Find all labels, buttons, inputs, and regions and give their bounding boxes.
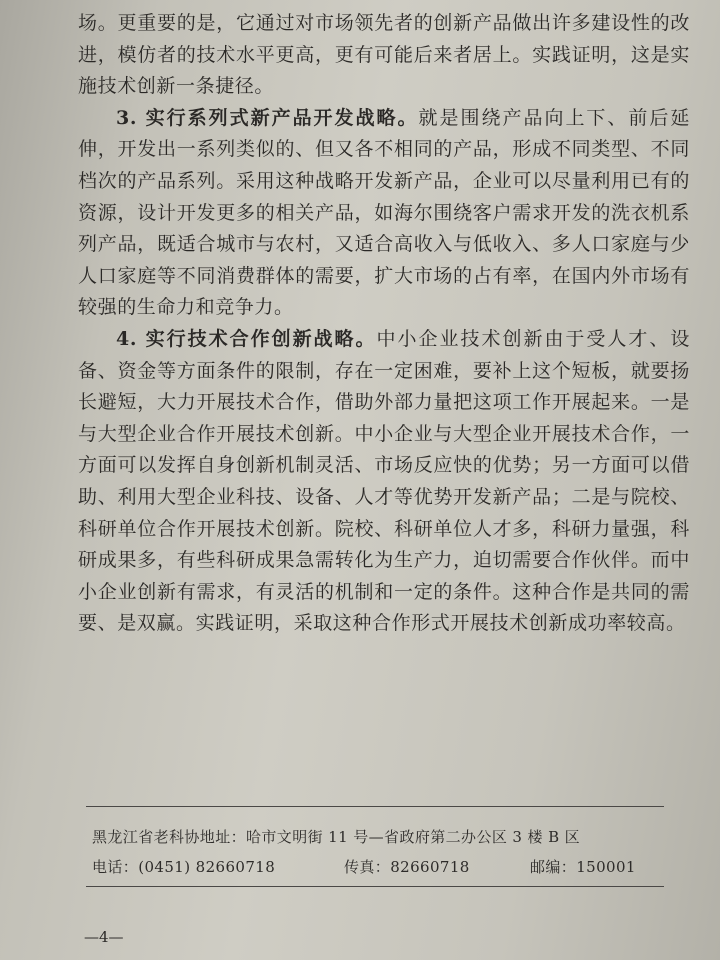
section-heading: 4. 实行技术合作创新战略。 bbox=[116, 327, 377, 350]
paragraph-continuation bbox=[78, 8, 690, 103]
paragraph-series-strategy bbox=[78, 103, 690, 324]
footer-phone: 电话：(0451) 82660718 bbox=[92, 858, 276, 876]
footer-top-rule bbox=[86, 806, 664, 807]
paragraph-text: 场。更重要的是，它通过对市场领先者的创新产品做出许多建设性的改进，模仿者的技术水平更高，更有可能后来者居上。实践证明，这是实施技术创新一条捷径。 bbox=[78, 12, 690, 98]
section-heading: 3. 实行系列式新产品开发战略。 bbox=[116, 106, 419, 129]
footer-address: 黑龙江省老科协地址：哈市文明街 11 号—省政府第二办公区 3 楼 B 区 bbox=[92, 828, 581, 846]
page-number: —4— bbox=[84, 928, 124, 946]
footer-fax: 传真：82660718 bbox=[344, 858, 470, 876]
footer-postcode: 邮编：150001 bbox=[530, 858, 636, 876]
paragraph-text: 中小企业技术创新由于受人才、设备、资金等方面条件的限制，存在一定困难，要补上这个短板，就要扬长避短，大力开展技术合作，借助外部力量把这项工作开展起来。一是与大型企业合作开展技术创新。中小企业与大型企业开展技术合作，一方面可以发挥自身创新机制灵活、市场反应快的优势；另一方面可以借助、利用大型企业科技、设备、人才等优势开发新产品；二是与院校、科研单位合作开展技术创新。院校、科研单位人才多，科研力量强，科研成果多，有些科研成果急需转化为生产力，迫切需要合作伙伴。而中小企业创新有需求，有灵活的机制和一定的条件。这种合作是共同的需要、是双赢。实践证明，采取这种合作形式开展技术创新成功率较高。 bbox=[78, 327, 690, 635]
paragraph-text: 就是围绕产品向上下、前后延伸，开发出一系列类似的、但又各不相同的产品，形成不同类型、不同档次的产品系列。采用这种战略开发新产品，企业可以尽量利用已有的资源，设计开发更多的相关产品，如海尔围绕客户需求开发的洗衣机系列产品，既适合城市与农村，又适合高收入与低收入、多人口家庭与少人口家庭等不同消费群体的需要，扩大市场的占有率，在国内外市场有较强的生命力和竞争力。 bbox=[78, 106, 690, 319]
paragraph-cooperation-strategy bbox=[78, 324, 690, 640]
body-text bbox=[78, 8, 690, 640]
footer-bottom-rule bbox=[86, 886, 664, 887]
